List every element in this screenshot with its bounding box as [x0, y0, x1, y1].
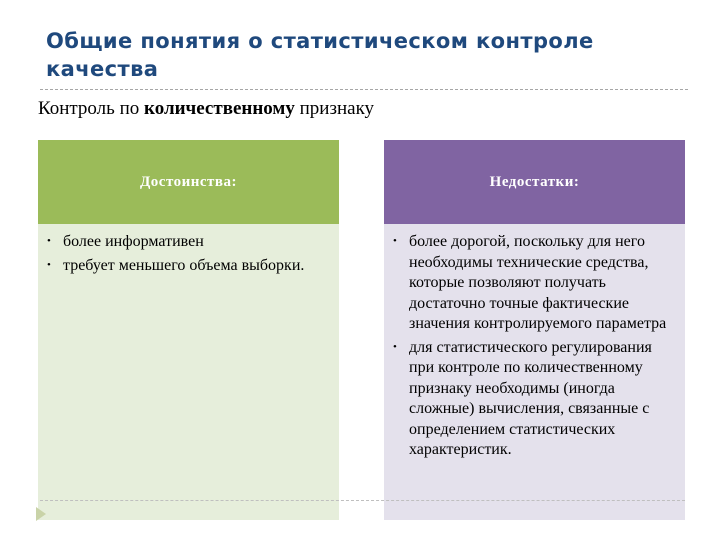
advantages-list: [45, 232, 331, 276]
slide-title: Общие понятия о статистическом контроле качества: [46, 29, 594, 81]
bullet-icon: •: [47, 258, 51, 271]
bullet-icon: •: [393, 235, 397, 247]
subtitle-suffix: признаку: [294, 98, 375, 119]
subtitle-prefix: Контроль по: [38, 98, 144, 119]
disadvantages-heading: Недостатки:: [489, 173, 580, 190]
disadvantages-list: [391, 232, 677, 461]
bullet-icon: •: [393, 340, 397, 353]
disadvantage-item: [391, 338, 677, 461]
disadvantages-body: [384, 224, 685, 520]
advantage-text: более информативен: [63, 233, 204, 250]
disadvantage-text: для статистического регулирования при контроле по количественному признаку необходимы (иногда сложные) вычисления, связанные с определением статистических характеристик.: [409, 338, 652, 458]
advantage-item: [45, 256, 331, 277]
advantages-header: [38, 140, 339, 224]
advantages-heading: Достоинства:: [139, 173, 238, 190]
disadvantages-header: [384, 140, 685, 224]
arrow-icon: [36, 507, 46, 521]
advantage-text: требует меньшего объема выборки.: [63, 256, 305, 274]
subtitle-emphasis: количественному: [144, 98, 295, 119]
disadvantage-item: [391, 232, 677, 335]
advantages-body: [38, 224, 339, 520]
footer-divider: [40, 500, 685, 501]
disadvantages-column: [384, 140, 685, 520]
advantage-item: [45, 232, 331, 253]
advantages-column: [38, 140, 339, 520]
bullet-icon: •: [47, 235, 51, 247]
slide-subtitle: [38, 98, 374, 120]
disadvantage-text: более дорогой, поскольку для него необходимы технические средства, которые позволяют получать достаточно точные фактические значения контролируемого параметра: [409, 233, 667, 332]
title-divider: [40, 89, 688, 90]
